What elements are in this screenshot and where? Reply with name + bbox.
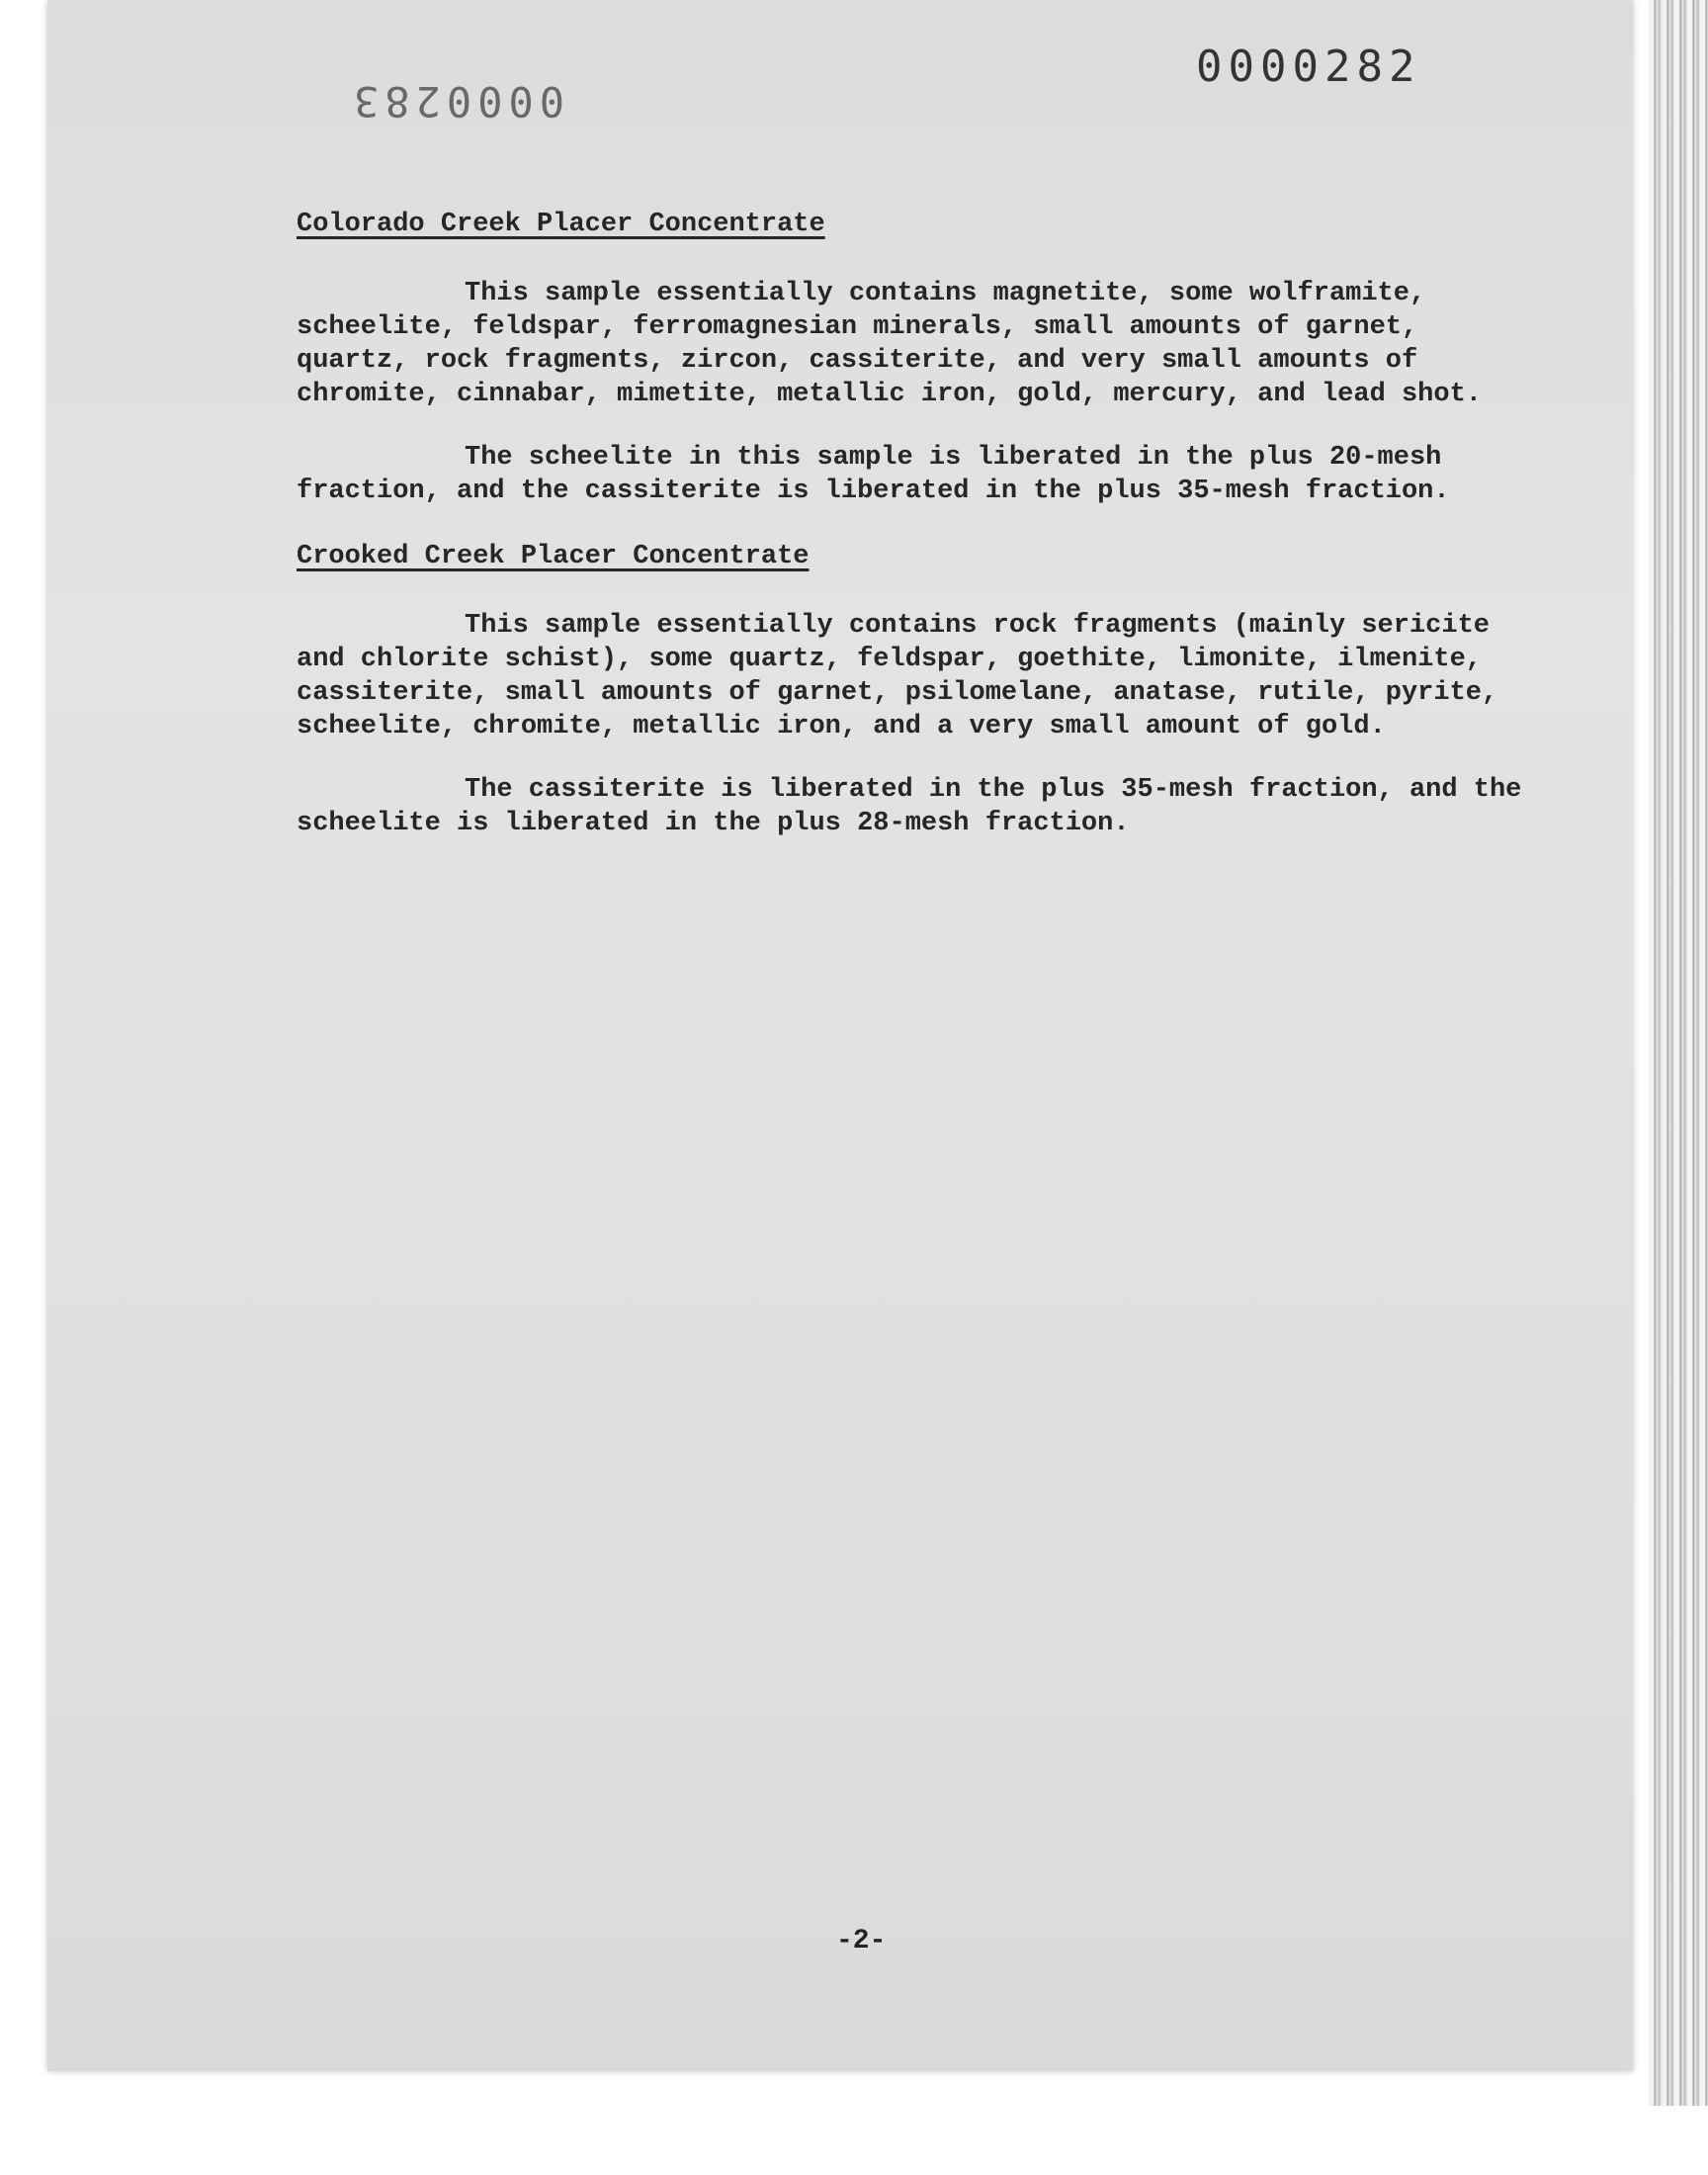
scan-margin [0, 2106, 1708, 2175]
section-heading: Crooked Creek Placer Concentrate [297, 542, 810, 571]
document-number: 0000282 [1196, 42, 1421, 92]
section-colorado-creek [297, 208, 1532, 508]
scan-edge [1649, 0, 1708, 2106]
section-crooked-creek [297, 540, 1532, 840]
section-heading: Colorado Creek Placer Concentrate [297, 210, 825, 239]
document-body [297, 208, 1532, 840]
paragraph: The scheelite in this sample is liberated in the plus 20-mesh fraction, and the cassiterite is liberated in the plus 35-mesh fraction. [297, 443, 1450, 506]
paragraph: The cassiterite is liberated in the plus 35-mesh fraction, and the scheelite is liberated in the plus 28-mesh fraction. [297, 775, 1522, 838]
page-number: -2- [836, 1926, 887, 1957]
paragraph: This sample essentially contains rock fragments (mainly sericite and chlorite schist), some quartz, feldspar, goethite, limonite, ilmenite, cassiterite, small amounts of garnet, psilomelane, anatase, rutile, pyrite, scheelite, chromite, metallic iron, and a very small amount of gold. [297, 611, 1498, 741]
paragraph: This sample essentially contains magnetite, some wolframite, scheelite, feldspar, ferromagnesian minerals, small amounts of garnet, quartz, rock fragments, zircon, cassiterite, and very small amounts of chromite, cinnabar, mimetite, metallic iron, gold, mercury, and lead shot. [297, 279, 1482, 409]
mirrored-document-number: 0000283 [348, 77, 565, 126]
